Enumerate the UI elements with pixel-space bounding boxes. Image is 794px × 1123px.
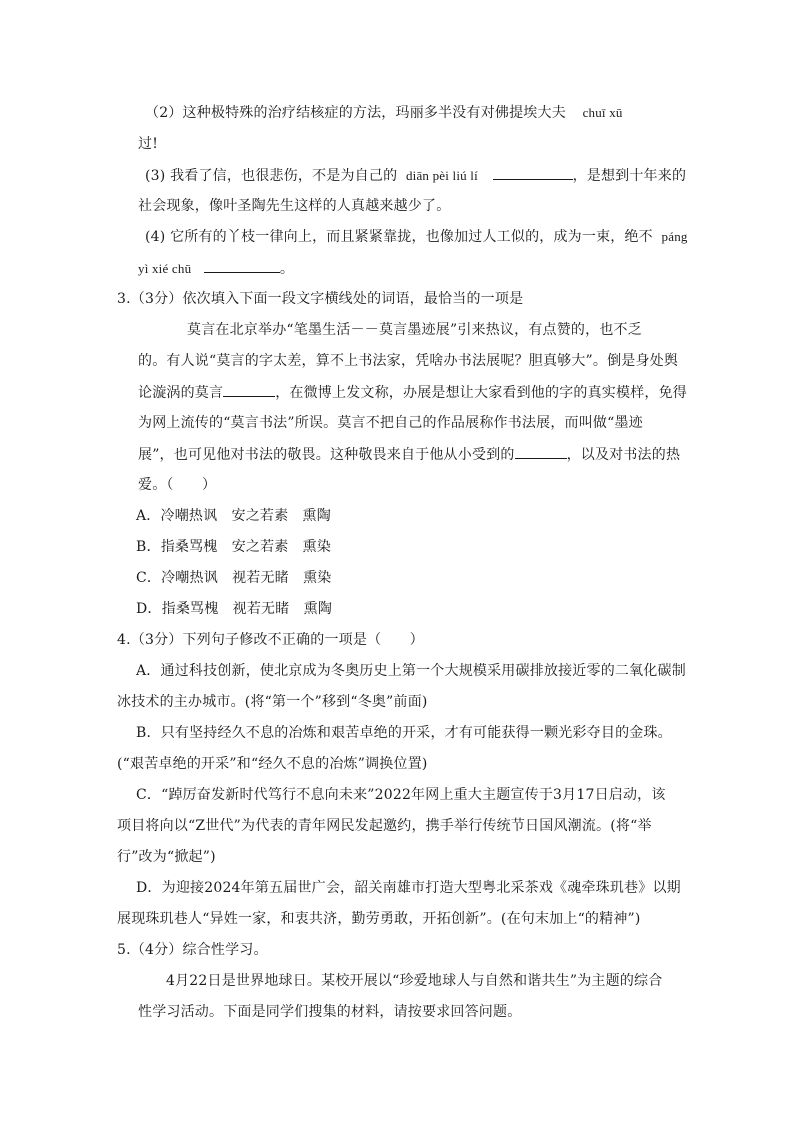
q2-item3-line2: 社会现象，像叶圣陶先生这样的人真越来越少了。 [138,198,451,214]
q2-item2-line2: 过! [138,136,159,152]
q4-option-c-line3: 行”改为“掀起”) [117,849,216,865]
q2-item4-line2 [138,258,294,279]
q5-intro-line1: 4月22日是世界地球日。某校开展以“珍爱地球人与自然和谐共生”为主题的综合 [166,973,663,989]
q3-passage-line3 [138,382,687,403]
q4-option-c-line2: 项目将向以“Z世代”为代表的青年网民发起邀约，携手举行传统节日国风潮流。(将“举 [117,818,652,834]
q2-item3-blank[interactable] [493,165,573,180]
q4-option-a-line1[interactable]: A．通过科技创新，使北京成为冬奥历史上第一个大规模采用碳排放接近零的二氧化碳制 [136,663,686,679]
q2-item3-line1 [145,165,686,186]
q3-passage-line2: 的。有人说“莫言的字太差，算不上书法家，凭啥办书法展呢？胆真够大”。倒是身处舆 [138,353,679,369]
q3-p3a: 论漩涡的莫言 [138,385,224,401]
q2-item4-line1 [145,227,688,247]
q5-stem: 5.（4分）综合性学习。 [117,942,268,958]
q3-passage-line4: 为网上流传的“莫言书法”所误。莫言不把自己的作品展称作书法展，而叫做“墨迹 [138,415,643,431]
q2-item3-pinyin: diān pèi liú lí [405,168,478,183]
q4-option-b-line2: (“艰苦卓绝的开采”和“经久不息的冶炼”调换位置) [117,756,428,772]
q3-option-d[interactable]: D．指桑骂槐 视若无睹 熏陶 [136,601,333,617]
q2-item2-text: （2）这种极特殊的治疗结核症的方法，玛丽多半没有对佛提埃大夫 [145,105,566,121]
q3-p3b: ，在微博上发文称，办展是想让大家看到他的字的真实模样，免得 [275,385,688,401]
q3-blank-2[interactable] [223,382,275,397]
q3-p5a: 展”，也可见他对书法的敬畏。这种敬畏来自于他从小受到的 [138,447,515,463]
q3-stem: 3.（3分）依次填入下面一段文字横线处的词语，最恰当的一项是 [117,291,524,307]
q3-blank-3[interactable] [515,444,567,459]
q2-item3-text: (3) 我看了信，也很悲伤，不是为自己的 [145,168,398,184]
q4-stem: 4.（3分）下列句子修改不正确的一项是（ ） [117,632,424,648]
q3-option-b[interactable]: B．指桑骂槐 安之若素 熏染 [136,539,332,555]
q2-item4-pinyin1: páng [661,229,688,244]
q3-option-c[interactable]: C．冷嘲热讽 视若无睹 熏染 [136,570,332,586]
q3-passage-line5 [138,444,680,465]
q2-item4-blank[interactable] [204,258,280,273]
q3-passage-line6: 爱。（ ） [138,477,217,493]
q3-option-a[interactable]: A．冷嘲热讽 安之若素 熏陶 [136,508,331,524]
q4-option-d-line2: 展现珠玑巷人“异姓一家，和衷共济，勤劳勇敢，开拓创新”。(在句末加上“的精神”) [117,911,641,927]
q2-item4-pinyin2: yì xié chū [138,261,192,276]
q4-option-a-line2: 冰技术的主办城市。(将“第一个”移到“冬奥”前面) [117,694,428,710]
q4-option-d-line1[interactable]: D．为迎接2024年第五届世广会，韶关南雄市打造大型粤北采茶戏《魂牵珠玑巷》以期 [136,880,681,896]
q2-item2-line1 [145,103,623,123]
q2-item3-text-after: ，是想到十年来的 [572,168,687,184]
q2-item4-end: 。 [279,261,295,277]
q4-option-b-line1[interactable]: B．只有坚持经久不息的冶炼和艰苦卓绝的开采，才有可能获得一颗光彩夺目的金珠。 [136,725,672,741]
q2-item2-pinyin: chuī xū [582,105,623,120]
q4-option-c-line1[interactable]: C．“踔厉奋发新时代笃行不息向未来”2022年网上重大主题宣传于3月17日启动，该 [136,787,666,803]
q5-intro-line2: 性学习活动。下面是同学们搜集的材料，请按要求回答问题。 [138,1004,522,1020]
q2-item4-text: (4) 它所有的丫枝一律向上，而且紧紧靠拢，也像加过人工似的，成为一束，绝不 [145,229,653,245]
q3-p5b: ，以及对书法的热 [566,447,681,463]
q3-passage-line1: 莫言在北京举办“笔墨生活－－莫言墨迹展”引来热议，有点赞的，也不乏 [187,322,642,338]
